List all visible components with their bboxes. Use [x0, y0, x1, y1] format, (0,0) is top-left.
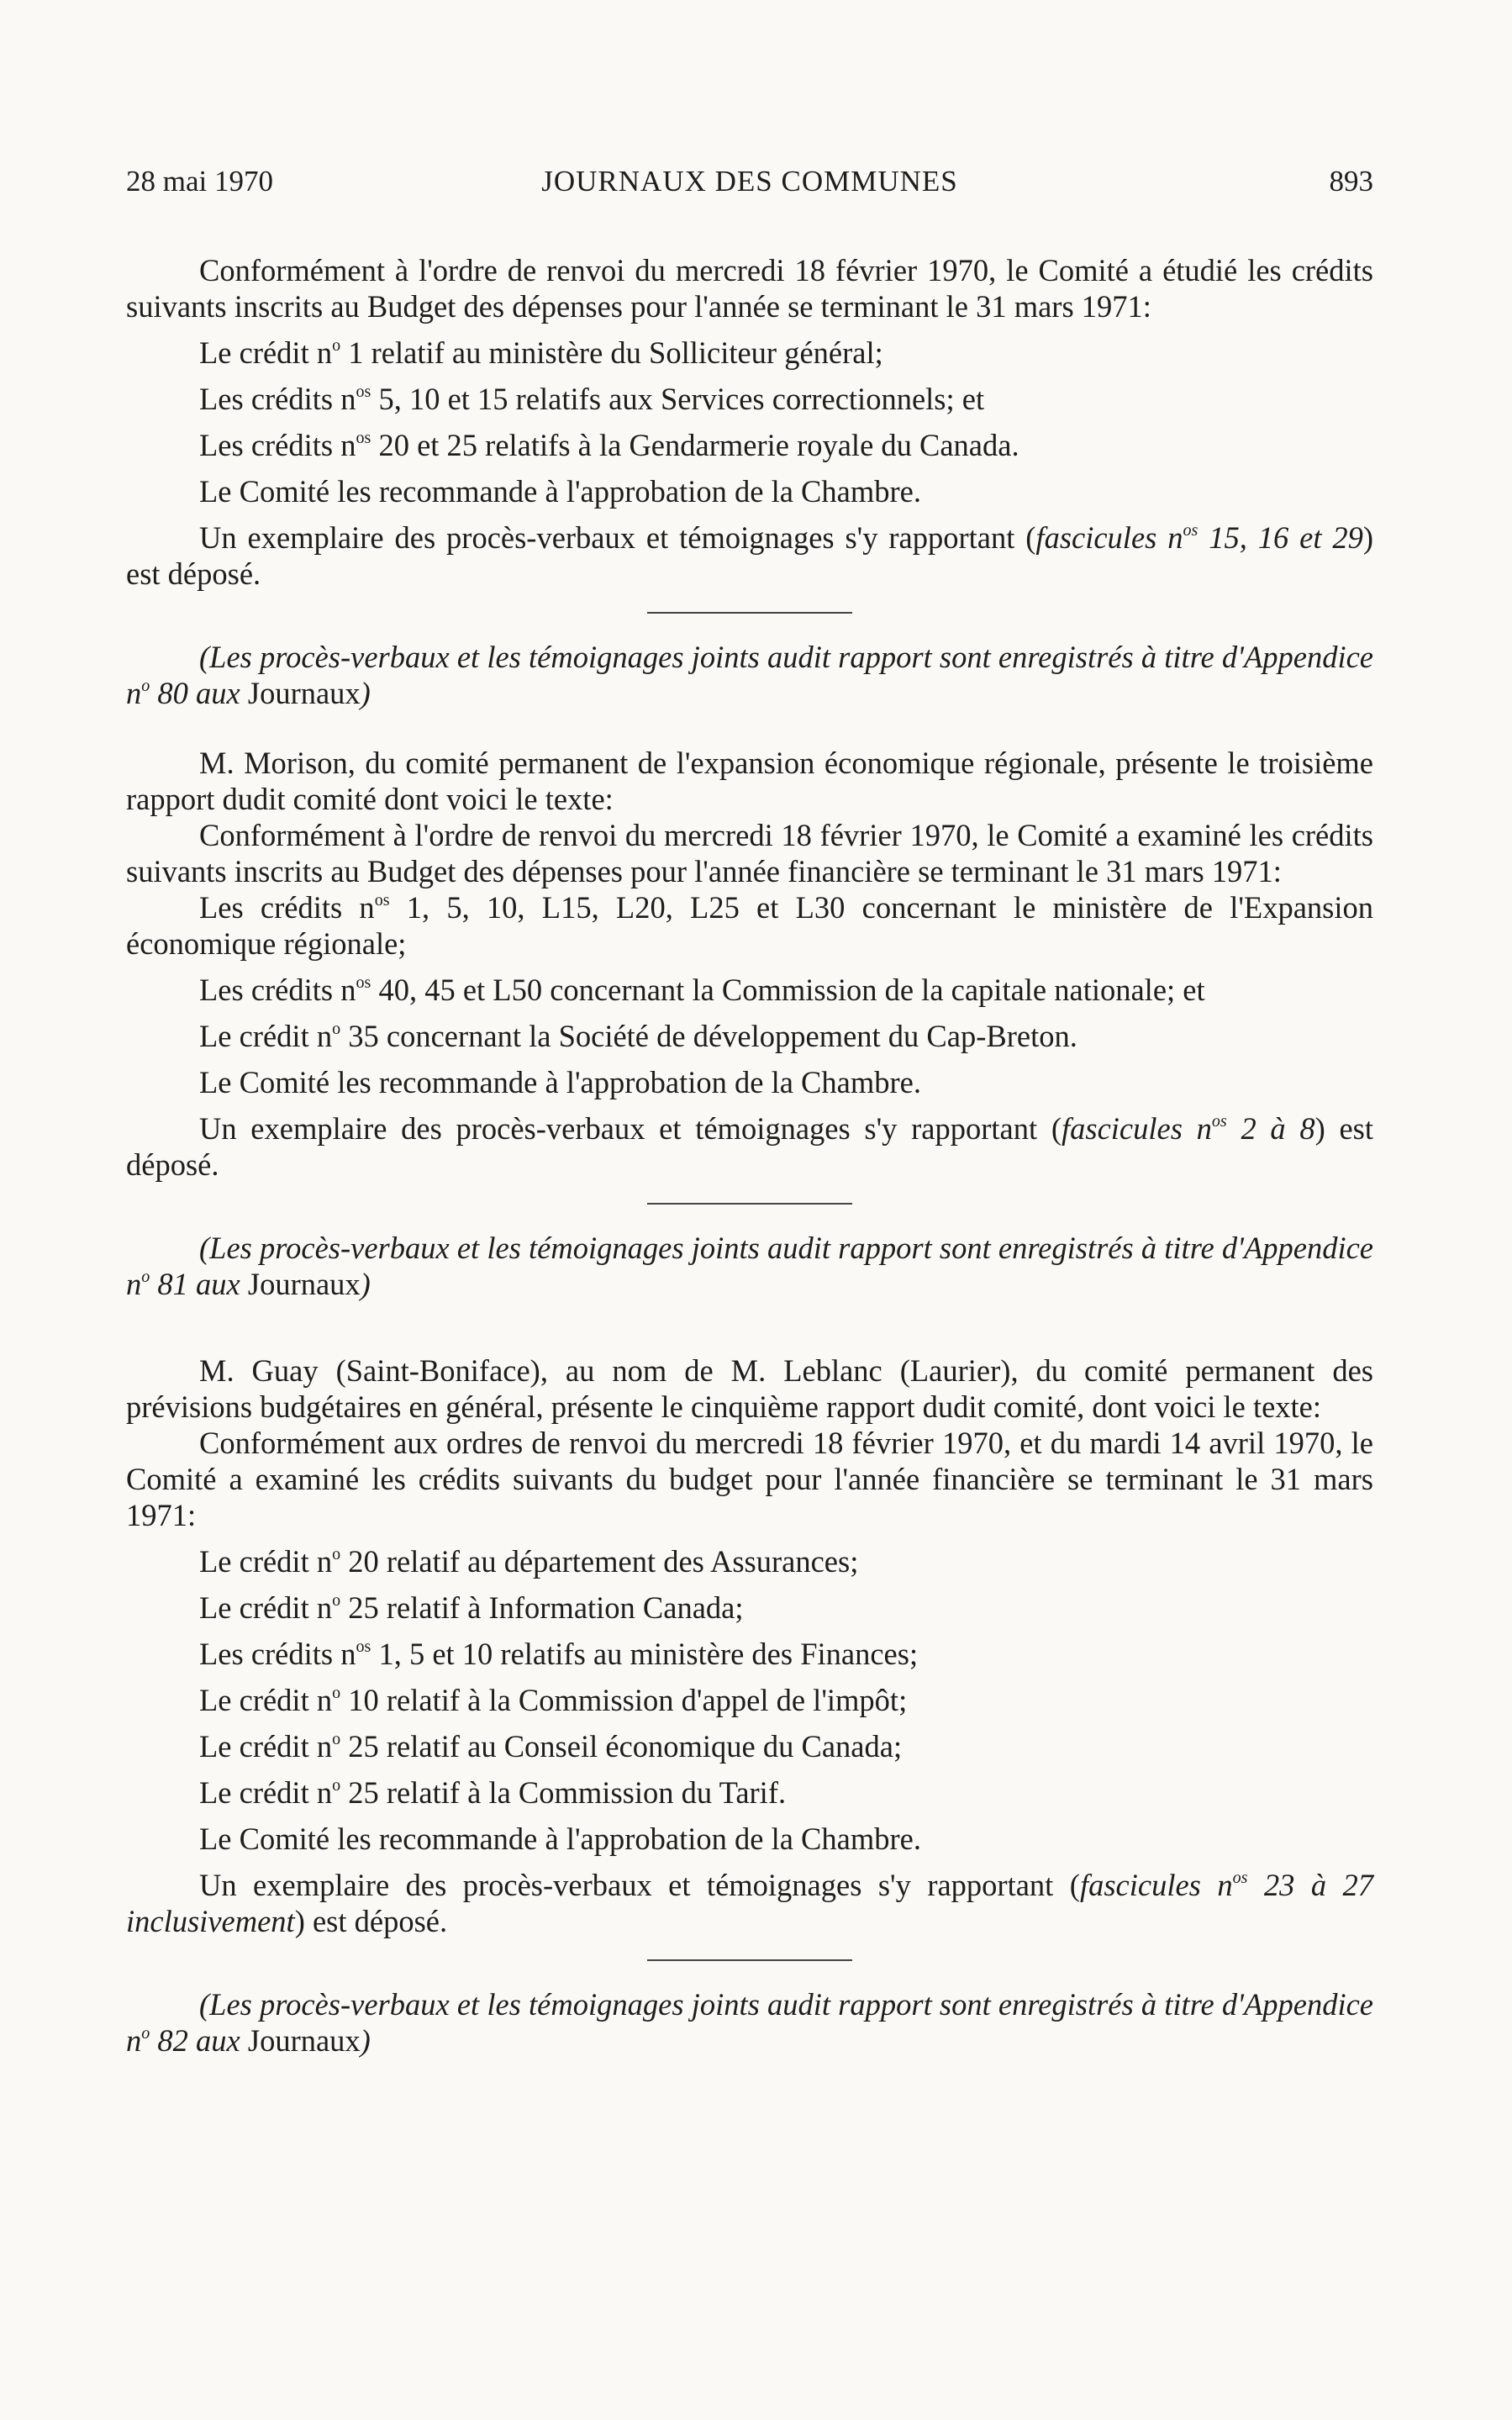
header-date: 28 mai 1970 — [126, 165, 273, 198]
section3-appendix-note: (Les procès-verbaux et les témoignages joints audit rapport sont enregistrés à titre d'Appendice $n^o$ 82 aux Journaux) — [126, 1987, 1373, 2058]
section2-credit-item: Les crédits $n^{os}$ 1, 5, 10, L15, L20, L25 et L30 concernant le ministère de l'Expansion économique régionale; — [126, 890, 1374, 961]
section3-recommendation: Le Comité les recommande à l'approbation de la Chambre. — [199, 1822, 921, 1856]
section3-credit-item: Les crédits $n^{os}$ 1, 5 et 10 relatifs au ministère des Finances; — [199, 1637, 919, 1671]
section2-intro: Conformément à l'ordre de renvoi du mercredi 18 février 1970, le Comité a examiné les crédits suivants inscrits au Budget des dépenses pour l'année financière se terminant le 31 mars 1971: — [126, 818, 1373, 888]
section3-tabled-copy: Un exemplaire des procès-verbaux et témoignages s'y rapportant (fascicules $n^{os}$ 23 à 27 inclusivement) est déposé. — [126, 1868, 1374, 1938]
section2-credit-item: Le crédit $n^o$ 35 concernant la Société de développement du Cap-Breton. — [199, 1019, 1077, 1053]
section1-appendix-note: (Les procès-verbaux et les témoignages joints audit rapport sont enregistrés à titre d'Appendice $n^o$ 80 aux Journaux) — [126, 640, 1373, 710]
section1-credit-item: Le crédit $n^o$ 1 relatif au ministère du Solliciteur général; — [199, 335, 883, 370]
section3-credit-item: Le crédit $n^o$ 25 relatif au Conseil économique du Canada; — [199, 1729, 903, 1764]
section1-tabled-copy: Un exemplaire des procès-verbaux et témoignages s'y rapportant (fascicules $n^{os}$ 15, 16 et 29) est déposé. — [126, 520, 1373, 591]
section2-recommendation: Le Comité les recommande à l'approbation de la Chambre. — [199, 1065, 921, 1099]
header-title: JOURNAUX DES COMMUNES — [541, 165, 958, 198]
section3-credit-item: Le crédit $n^o$ 25 relatif à la Commission du Tarif. — [199, 1775, 787, 1810]
section1-intro: Conformément à l'ordre de renvoi du mercredi 18 février 1970, le Comité a étudié les crédits suivants inscrits au Budget des dépenses pour l'année se terminant le 31 mars 1971: — [126, 253, 1373, 324]
section2-presenter: M. Morison, du comité permanent de l'expansion économique régionale, présente le troisième rapport dudit comité dont voici le texte: — [126, 746, 1373, 816]
page-body — [126, 252, 1373, 2059]
section3-intro: Conformément aux ordres de renvoi du mercredi 18 février 1970, et du mardi 14 avril 1970, le Comité a examiné les crédits suivants du budget pour l'année financière se terminant le 31 mars 1971: — [126, 1426, 1373, 1532]
section-gap — [126, 1302, 1373, 1352]
section1-credit-item: Les crédits $n^{os}$ 5, 10 et 15 relatifs aux Services correctionnels; et — [199, 382, 985, 416]
section3-credit-item: Le crédit $n^o$ 20 relatif au département des Assurances; — [199, 1544, 859, 1579]
section2-credit-item: Les crédits $n^{os}$ 40, 45 et L50 concernant la Commission de la capitale nationale; et — [199, 973, 1205, 1007]
page-header — [126, 165, 1373, 207]
section3-credit-item: Le crédit $n^o$ 25 relatif à Information Canada; — [199, 1590, 744, 1625]
page-number: 893 — [1329, 165, 1373, 198]
section1-credit-item: Les crédits $n^{os}$ 20 et 25 relatifs à la Gendarmerie royale du Canada. — [199, 428, 1019, 462]
section1-recommendation: Le Comité les recommande à l'approbation de la Chambre. — [199, 474, 921, 509]
section2-appendix-note: (Les procès-verbaux et les témoignages joints audit rapport sont enregistrés à titre d'Appendice $n^o$ 81 aux Journaux) — [126, 1231, 1373, 1301]
separator-rule — [647, 1203, 852, 1205]
section-gap — [126, 711, 1373, 745]
section3-presenter: M. Guay (Saint-Boniface), au nom de M. Leblanc (Laurier), du comité permanent des prévisions budgétaires en général, présente le cinquième rapport dudit comité, dont voici le texte: — [126, 1353, 1373, 1424]
separator-rule — [647, 612, 852, 614]
section2-tabled-copy: Un exemplaire des procès-verbaux et témoignages s'y rapportant (fascicules $n^{os}$ 2 à 8) est déposé. — [126, 1111, 1373, 1182]
separator-rule — [647, 1959, 852, 1961]
section3-credit-item: Le crédit $n^o$ 10 relatif à la Commission d'appel de l'impôt; — [199, 1683, 908, 1717]
